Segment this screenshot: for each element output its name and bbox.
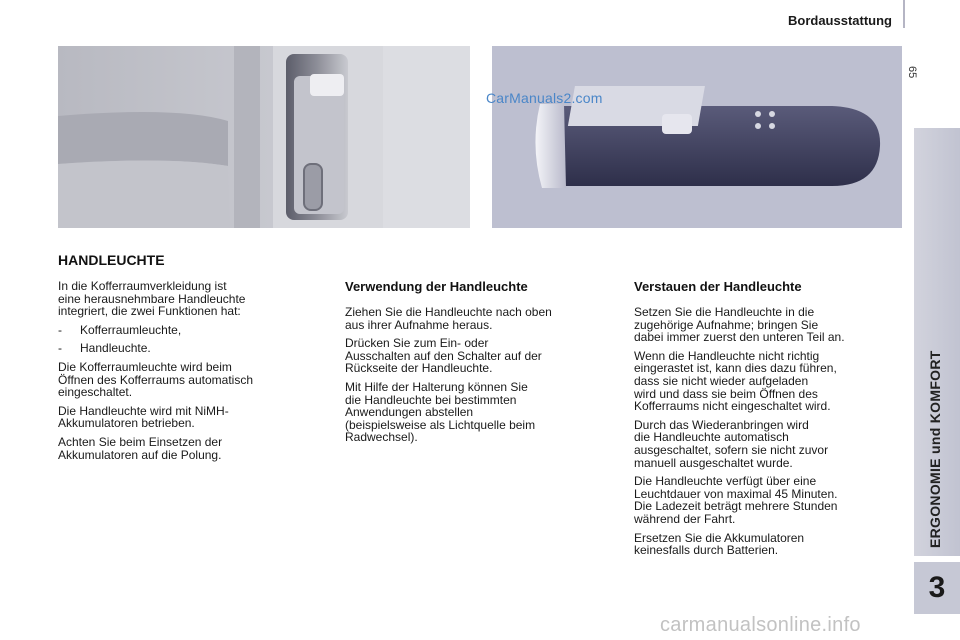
intro-paragraph: Achten Sie beim Einsetzen der Akkumulatoren auf die Polung. [58,434,223,462]
storage-paragraph: Die Handleuchte verfügt über eine Leuchtdauer von maximal 45 Minuten. Die Ladezeit beträgt mehrere Stunden während der Fahrt. [634,474,838,526]
usage-paragraph: Ziehen Sie die Handleuchte nach oben aus ihrer Aufnahme heraus. [345,305,552,332]
chapter-title: ERGONOMIE und KOMFORT [927,350,943,548]
list-item-text: Kofferraumleuchte, [80,322,182,337]
storage-heading: Verstauen der Handleuchte [634,279,802,294]
list-item [58,324,320,337]
intro-paragraph: Die Handleuchte wird mit NiMH- Akkumulatoren betrieben. [58,403,229,431]
list-bullet: - [58,341,62,356]
storage-paragraph: Setzen Sie die Handleuchte in die zugehörige Aufnahme; bringen Sie dabei immer zuerst den unteren Teil an. [634,305,845,345]
list-bullet: - [58,322,62,337]
storage-paragraph: Durch das Wiederanbringen wird die Handleuchte automatisch ausgeschaltet, sofern sie nicht zuvor manuell ausgeschaltet wurde. [634,417,829,470]
list-item [58,342,320,355]
intro-paragraph: In die Kofferraumverkleidung ist eine herausnehmbare Handleuchte integriert, die zwei Funktionen hat: [58,279,246,319]
intro-column [58,280,320,467]
section-title: HANDLEUCHTE [58,252,165,268]
hand-lamp-photo [492,46,902,228]
intro-paragraph: Die Kofferraumleuchte wird beim Öffnen des Kofferraums automatisch eingeschaltet. [58,359,253,400]
storage-paragraph: Wenn die Handleuchte nicht richtig eingerastet ist, kann dies dazu führen, dass sie nicht wieder aufgeladen wird und dass sie beim Öffnen des Kofferraums nicht eingeschaltet wird. [634,348,837,414]
page-header-title: Bordausstattung [788,13,892,28]
storage-paragraph: Ersetzen Sie die Akkumulatoren keinesfalls durch Batterien. [634,530,805,558]
watermark-bottom: carmanualsonline.info [660,614,861,636]
usage-heading: Verwendung der Handleuchte [345,279,528,294]
watermark-top: CarManuals2.com [486,90,603,106]
page-number: 65 [906,66,918,79]
trunk-lamp-photo [58,46,470,228]
storage-column [634,306,908,563]
list-item-text: Handleuchte. [80,341,151,356]
chapter-number-box [914,562,960,614]
usage-column [345,306,617,450]
usage-paragraph: Mit Hilfe der Halterung können Sie die Handleuchte bei bestimmten Anwendungen abstellen (beispielsweise als Lichtquelle beim Radwechsel). [345,379,536,445]
usage-paragraph: Drücken Sie zum Ein- oder Ausschalten auf den Schalter auf der Rückseite der Handleuchte. [345,336,542,376]
chapter-number: 3 [928,571,946,604]
header-divider [903,0,905,28]
